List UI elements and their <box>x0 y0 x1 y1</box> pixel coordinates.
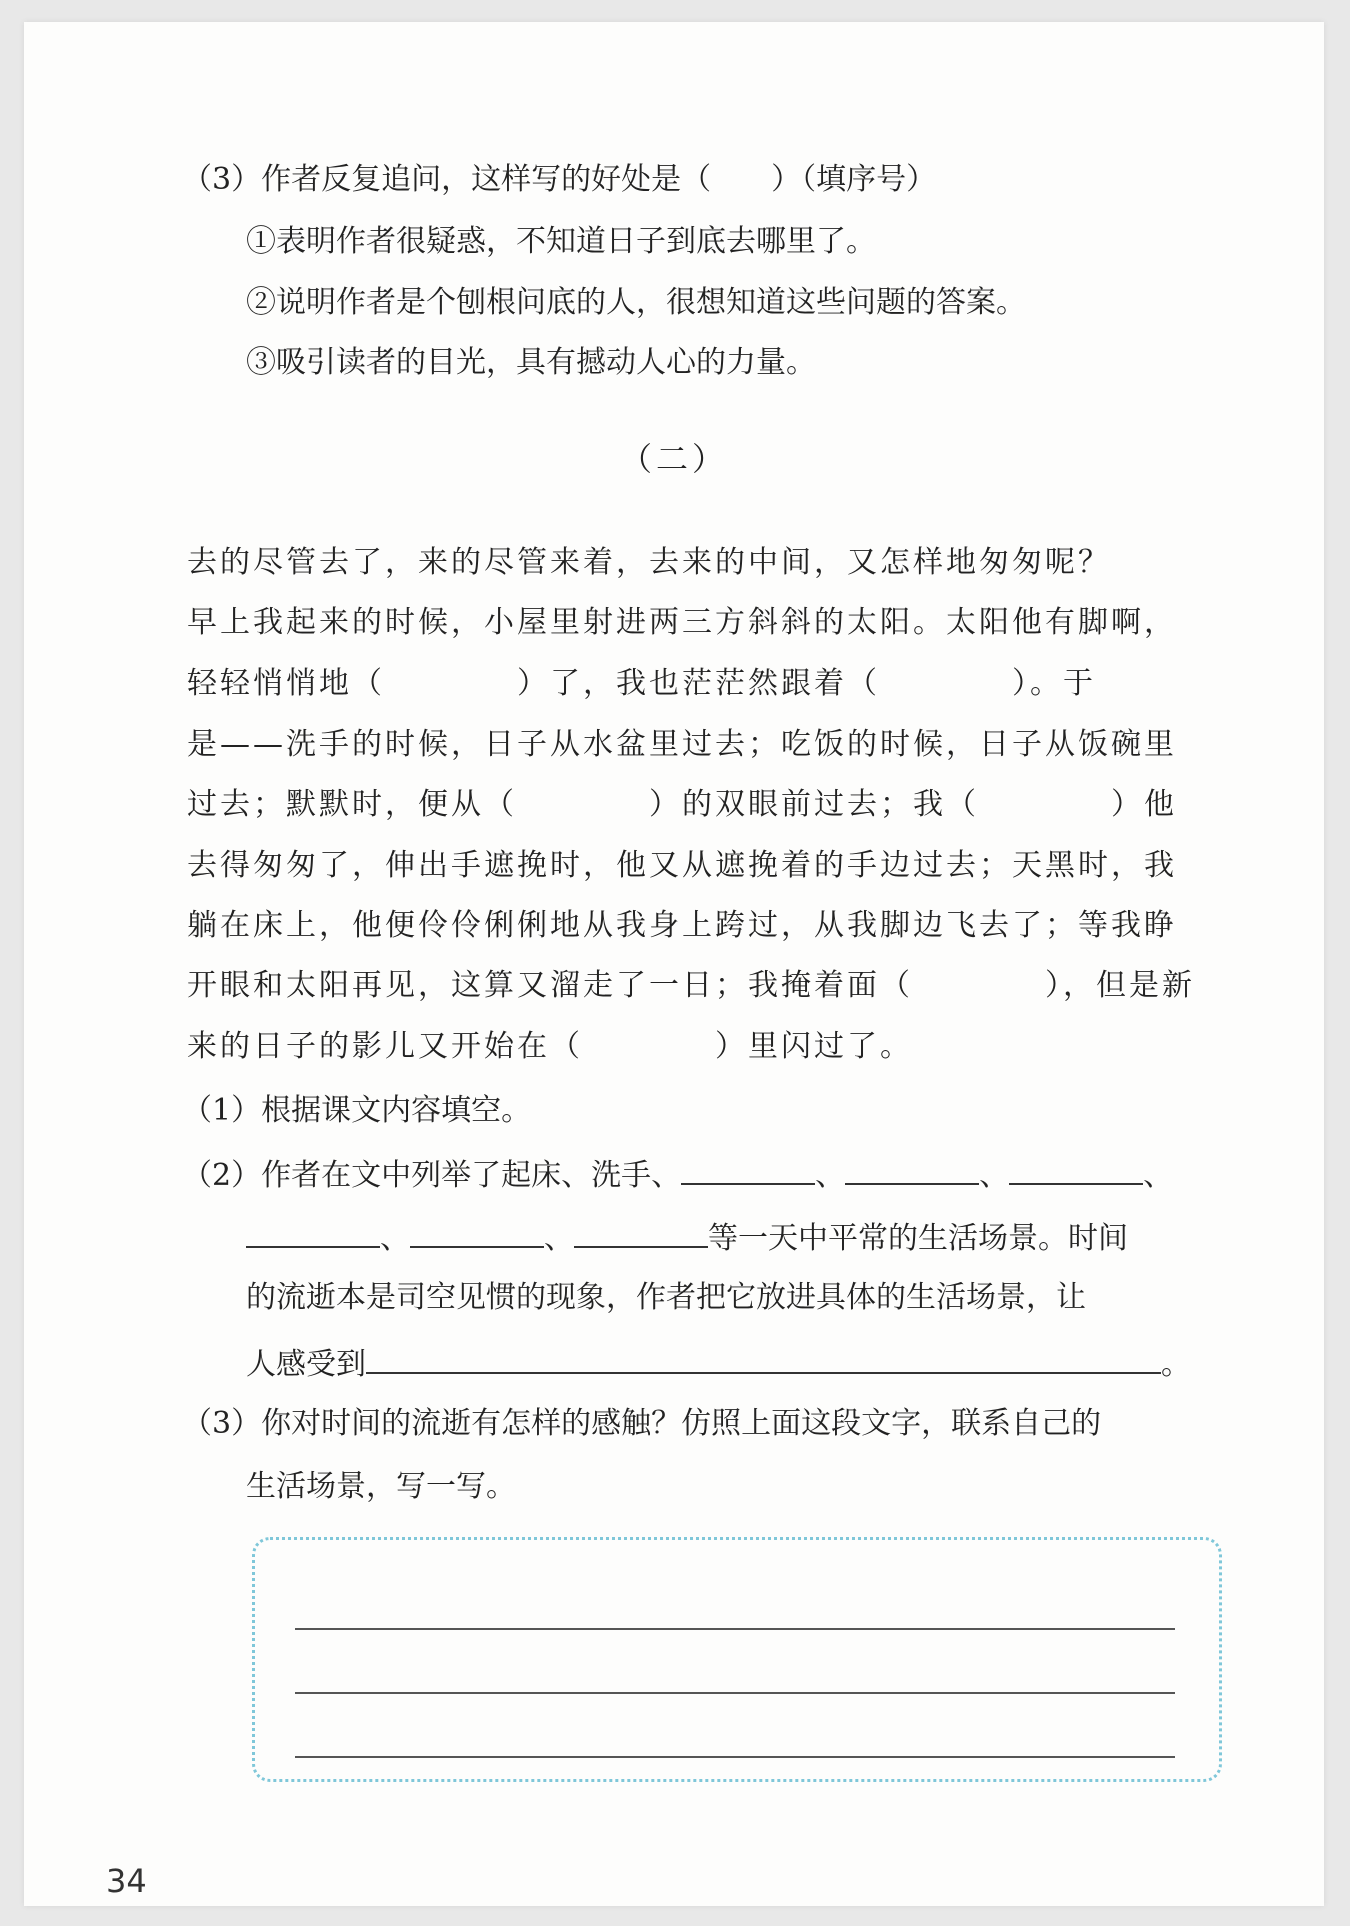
question-2-line-4 <box>246 1342 1191 1385</box>
separator: 、 <box>380 1221 410 1256</box>
question-3b-line-1: （3）你对时间的流逝有怎样的感触？仿照上面这段文字，联系自己的 <box>182 1406 1102 1441</box>
passage-line: 躺在床上，他便伶伶俐俐地从我身上跨过，从我脚边飞去了；等我睁 <box>187 908 1177 943</box>
answer-blank[interactable] <box>1009 1153 1143 1185</box>
separator: 、 <box>815 1158 846 1193</box>
option-2: ②说明作者是个刨根问底的人，很想知道这些问题的答案。 <box>246 285 1026 320</box>
answer-blank[interactable] <box>681 1153 815 1185</box>
passage-line: 早上我起来的时候，小屋里射进两三方斜斜的太阳。太阳他有脚啊， <box>187 605 1177 640</box>
passage-line: 过去；默默时，便从（ ）的双眼前过去；我（ ）他 <box>187 787 1177 822</box>
separator: 、 <box>979 1158 1010 1193</box>
question-2-prefix: （2）作者在文中列举了起床、洗手、 <box>182 1158 682 1193</box>
question-3-stem: （3）作者反复追问，这样写的好处是（ ）（填序号） <box>182 162 937 197</box>
writing-line[interactable] <box>295 1756 1175 1758</box>
question-2-line-2 <box>246 1216 1128 1259</box>
page-number: 34 <box>106 1862 147 1900</box>
answer-blank[interactable] <box>574 1216 708 1248</box>
passage-line: 去的尽管去了，来的尽管来着，去来的中间，又怎样地匆匆呢？ <box>187 545 1111 580</box>
period: 。 <box>1161 1347 1191 1382</box>
separator: 、 <box>544 1221 574 1256</box>
answer-blank[interactable] <box>410 1216 544 1248</box>
workbook-page <box>24 22 1324 1906</box>
question-2-line-1 <box>182 1153 1173 1196</box>
answer-blank[interactable] <box>246 1216 380 1248</box>
option-1: ①表明作者很疑惑，不知道日子到底去哪里了。 <box>246 224 876 259</box>
option-3: ③吸引读者的目光，具有撼动人心的力量。 <box>246 345 816 380</box>
question-3b-line-2: 生活场景，写一写。 <box>246 1469 516 1504</box>
question-2-line-3: 的流逝本是司空见惯的现象，作者把它放进具体的生活场景，让 <box>246 1280 1086 1315</box>
answer-blank-long[interactable] <box>366 1342 1161 1374</box>
question-1: （1）根据课文内容填空。 <box>182 1093 532 1128</box>
passage-line: 来的日子的影儿又开始在（ ）里闪过了。 <box>187 1029 913 1064</box>
writing-box[interactable] <box>252 1537 1222 1782</box>
answer-blank[interactable] <box>845 1153 979 1185</box>
writing-line[interactable] <box>295 1692 1175 1694</box>
passage-line: 是——洗手的时候，日子从水盆里过去；吃饭的时候，日子从饭碗里 <box>187 727 1177 762</box>
question-2-line-4-prefix: 人感受到 <box>246 1347 366 1382</box>
section-title: （二） <box>619 440 728 478</box>
separator: 、 <box>1143 1158 1174 1193</box>
writing-line[interactable] <box>295 1628 1175 1630</box>
passage-line: 开眼和太阳再见，这算又溜走了一日；我掩着面（ ），但是新 <box>187 968 1195 1003</box>
passage-line: 去得匆匆了，伸出手遮挽时，他又从遮挽着的手边过去；天黑时，我 <box>187 848 1177 883</box>
question-2-suffix: 等一天中平常的生活场景。时间 <box>708 1221 1128 1256</box>
passage-line: 轻轻悄悄地（ ）了，我也茫茫然跟着（ ）。于 <box>187 666 1096 701</box>
